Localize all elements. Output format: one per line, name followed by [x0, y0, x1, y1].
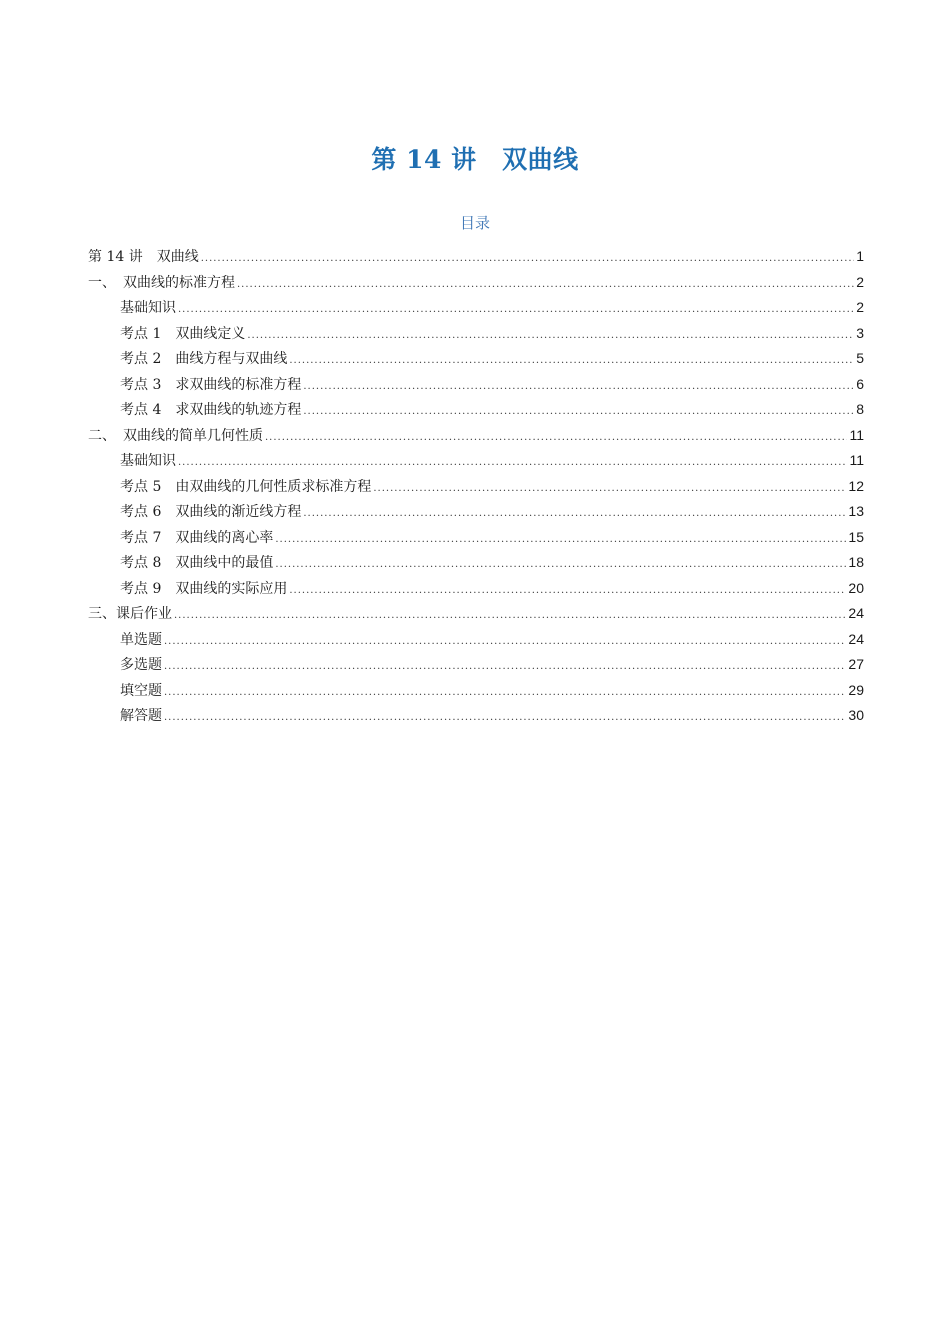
toc-leader-dots — [289, 578, 846, 604]
toc-leader-dots — [178, 297, 854, 323]
toc-entry[interactable] — [88, 601, 864, 627]
toc-leader-dots — [265, 425, 847, 451]
document-title: 第 14 讲 双曲线 — [371, 145, 579, 174]
toc-entry-page: 2 — [856, 299, 864, 315]
toc-entry[interactable] — [88, 295, 864, 321]
toc-entry-page: 24 — [848, 605, 864, 621]
toc-entry-page: 29 — [848, 681, 864, 698]
toc-leader-dots — [247, 323, 854, 349]
toc-entry-page: 3 — [856, 324, 864, 341]
toc-heading: 目录 — [459, 214, 490, 232]
toc-entry-label: 考点 2 曲线方程与双曲线 — [120, 351, 288, 367]
toc-entry-label: 考点 8 双曲线中的最值 — [120, 555, 274, 571]
toc-entry-page: 12 — [848, 477, 864, 494]
toc-entry-label: 考点 7 双曲线的离心率 — [120, 529, 274, 546]
toc-entry[interactable] — [88, 627, 864, 653]
toc-leader-dots — [164, 705, 846, 731]
toc-leader-dots — [275, 527, 846, 553]
toc-entry[interactable] — [88, 499, 864, 525]
toc-entry-page: 11 — [849, 426, 864, 443]
toc-entry-label: 基础知识 — [120, 453, 176, 469]
toc-entry[interactable] — [88, 423, 864, 449]
toc-entry-label: 多选题 — [120, 657, 162, 673]
toc-entry[interactable] — [88, 244, 864, 270]
toc-entry[interactable] — [88, 474, 864, 500]
toc-leader-dots — [237, 272, 854, 298]
toc-entry-page: 5 — [856, 350, 864, 366]
toc-entry[interactable] — [88, 652, 864, 678]
toc-entry-label: 考点 5 由双曲线的几何性质求标准方程 — [120, 478, 372, 495]
toc-entry-label: 二、 双曲线的简单几何性质 — [88, 427, 263, 444]
toc-entry-page: 20 — [848, 579, 864, 596]
toc-entry[interactable] — [88, 346, 864, 372]
toc-entry-label: 解答题 — [120, 708, 162, 724]
toc-leader-dots — [289, 348, 854, 374]
toc-entry[interactable] — [88, 372, 864, 398]
toc-leader-dots — [303, 501, 846, 527]
toc-entry[interactable] — [88, 448, 864, 474]
toc-entry-page: 11 — [849, 452, 864, 468]
toc-entry[interactable] — [88, 678, 864, 704]
toc-leader-dots — [303, 399, 854, 425]
toc-entry-page: 2 — [856, 273, 864, 290]
table-of-contents — [88, 244, 864, 729]
toc-entry[interactable] — [88, 525, 864, 551]
toc-entry-page: 30 — [848, 707, 864, 723]
toc-leader-dots — [373, 476, 846, 502]
toc-entry-label: 考点 4 求双曲线的轨迹方程 — [120, 402, 302, 418]
toc-entry-label: 考点 9 双曲线的实际应用 — [120, 580, 288, 597]
toc-leader-dots — [164, 680, 846, 706]
toc-leader-dots — [201, 246, 854, 272]
toc-entry-page: 24 — [848, 630, 864, 647]
toc-entry[interactable] — [88, 321, 864, 347]
toc-entry-page: 8 — [856, 401, 864, 417]
toc-entry-label: 三、课后作业 — [88, 606, 172, 622]
toc-entry[interactable] — [88, 576, 864, 602]
toc-entry-label: 第 14 讲 双曲线 — [88, 249, 199, 265]
toc-entry-label: 填空题 — [120, 682, 162, 699]
toc-entry-page: 1 — [856, 248, 864, 264]
toc-entry-label: 一、 双曲线的标准方程 — [88, 274, 235, 291]
toc-leader-dots — [174, 603, 846, 629]
toc-entry-page: 18 — [848, 554, 864, 570]
toc-entry-page: 13 — [848, 503, 864, 519]
toc-entry-page: 15 — [848, 528, 864, 545]
toc-leader-dots — [303, 374, 854, 400]
toc-entry-page: 27 — [848, 656, 864, 672]
toc-entry-label: 考点 1 双曲线定义 — [120, 325, 246, 342]
toc-entry-page: 6 — [856, 375, 864, 392]
toc-leader-dots — [164, 654, 846, 680]
toc-entry[interactable] — [88, 270, 864, 296]
toc-entry-label: 基础知识 — [120, 300, 176, 316]
toc-entry[interactable] — [88, 550, 864, 576]
toc-entry-label: 考点 6 双曲线的渐近线方程 — [120, 504, 302, 520]
toc-leader-dots — [275, 552, 846, 578]
toc-entry[interactable] — [88, 703, 864, 729]
toc-leader-dots — [164, 629, 846, 655]
toc-entry-label: 单选题 — [120, 631, 162, 648]
toc-entry[interactable] — [88, 397, 864, 423]
toc-entry-label: 考点 3 求双曲线的标准方程 — [120, 376, 302, 393]
toc-leader-dots — [178, 450, 847, 476]
